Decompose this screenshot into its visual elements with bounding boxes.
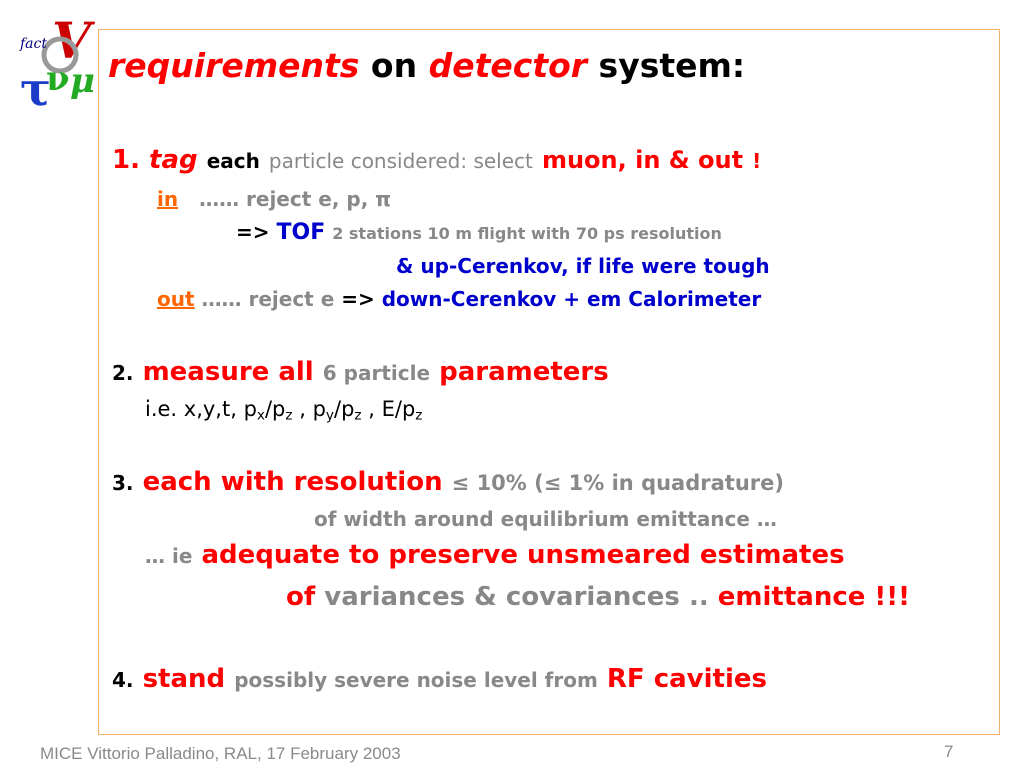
logo-v: V	[52, 11, 91, 70]
item-1-out: out …… reject e => down-Cerenkov + em Calorimeter	[157, 287, 762, 311]
logo-nu: ν	[46, 59, 70, 99]
item-1-up-cerenkov: & up-Cerenkov, if life were tough	[396, 254, 770, 278]
item-4: 4. stand possibly severe noise level from RF cavities	[112, 664, 767, 694]
item-3-width: of width around equilibrium emittance …	[314, 507, 777, 531]
logo-text: fact	[20, 36, 47, 52]
item-3-adequate: … ie adequate to preserve unsmeared estimates	[145, 540, 845, 570]
page-number: 7	[944, 742, 954, 761]
item-1-in: in …… reject e, p, π	[157, 187, 392, 211]
item-2: 2. measure all 6 particle parameters	[112, 357, 609, 387]
item-3: 3. each with resolution ≤ 10% (≤ 1% in quadrature)	[112, 467, 784, 497]
item-2-ie: i.e. x,y,t, $p_x/p_z$ , $p_y/p_z$ , $E/p_z$	[145, 397, 423, 424]
item-1: 1. tag each particle considered: select muon, in & out !	[112, 145, 762, 175]
logo-mu: μ	[70, 61, 95, 101]
item-1-tof: => TOF 2 stations 10 m flight with 70 ps resolution	[236, 220, 722, 245]
item-3-variances: of variances & covariances .. emittance !!!	[286, 582, 911, 612]
slide-title: requirements on detector system:	[108, 46, 746, 85]
footer-text: MICE Vittorio Palladino, RAL, 17 February 2003	[40, 744, 401, 763]
logo-tau: τ	[20, 62, 51, 110]
nufact-logo	[12, 10, 102, 110]
